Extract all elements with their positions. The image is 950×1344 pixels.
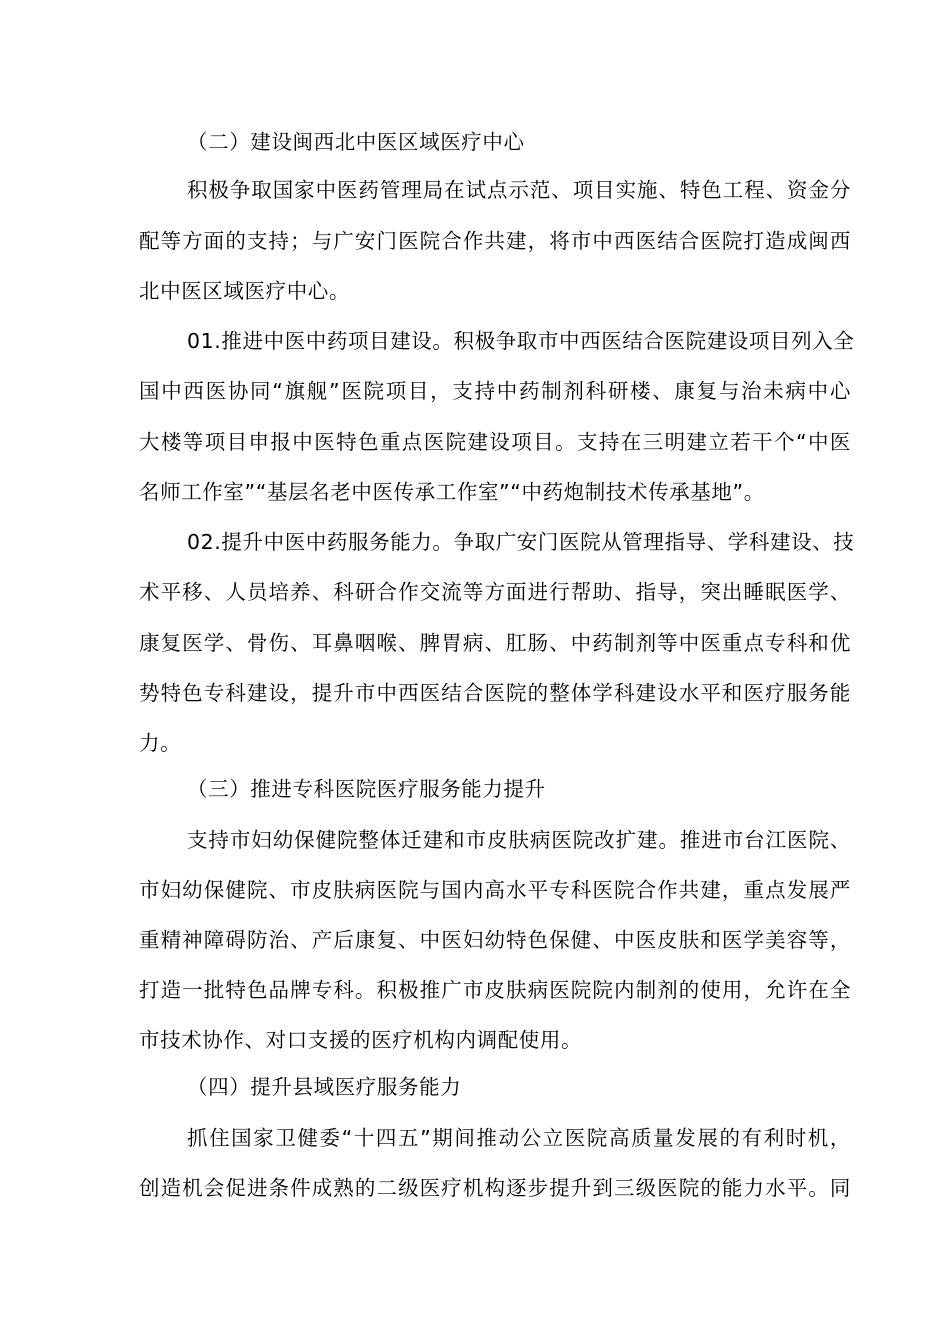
paragraph-line: 支持市妇幼保健院整体迁建和市皮肤病医院改扩建。推进市台江医院、	[187, 828, 851, 852]
paragraph-line: 02.提升中医中药服务能力。争取广安门医院从管理指导、学科建设、技	[187, 530, 855, 554]
paragraph-line: 名师工作室”“基层名老中医传承工作室”“中药炮制技术传承基地”。	[139, 480, 765, 504]
paragraph-line: 01.推进中医中药项目建设。积极争取市中西医结合医院建设项目列入全	[187, 329, 855, 353]
paragraph-line: 创造机会促进条件成熟的二级医疗机构逐步提升到三级医院的能力水平。同	[139, 1176, 851, 1200]
paragraph-line: 重精神障碍防治、产后康复、中医妇幼特色保健、中医皮肤和医学美容等，	[139, 928, 851, 952]
paragraph-line: 力。	[139, 731, 182, 755]
paragraph-line: 抓住国家卫健委“十四五”期间推动公立医院高质量发展的有利时机，	[187, 1126, 851, 1150]
paragraph-line: 势特色专科建设，提升市中西医结合医院的整体学科建设水平和医疗服务能	[139, 681, 851, 705]
paragraph-line: 术平移、人员培养、科研合作交流等方面进行帮助、指导，突出睡眠医学、	[139, 580, 851, 604]
paragraph-line: 大楼等项目申报中医特色重点医院建设项目。支持在三明建立若干个“中医	[139, 430, 851, 454]
paragraph-line: 康复医学、骨伤、耳鼻咽喉、脾胃病、肛肠、中药制剂等中医重点专科和优	[139, 631, 851, 655]
paragraph-line: 积极争取国家中医药管理局在试点示范、项目实施、特色工程、资金分	[187, 178, 851, 202]
paragraph-line: 打造一批特色品牌专科。积极推广市皮肤病医院院内制剂的使用，允许在全	[139, 978, 851, 1002]
paragraph-line: 市技术协作、对口支援的医疗机构内调配使用。	[139, 1028, 583, 1052]
paragraph-line: 国中西医协同“旗舰”医院项目，支持中药制剂科研楼、康复与治未病中心	[139, 379, 851, 403]
paragraph-line: 配等方面的支持；与广安门医院合作共建，将市中西医结合医院打造成闽西	[139, 229, 851, 253]
section-heading-3: （三）推进专科医院医疗服务能力提升	[187, 777, 546, 801]
paragraph-line: 北中医区域医疗中心。	[139, 279, 350, 303]
section-heading-4: （四）提升县域医疗服务能力	[187, 1075, 462, 1099]
paragraph-line: 市妇幼保健院、市皮肤病医院与国内高水平专科医院合作共建，重点发展严	[139, 878, 851, 902]
section-heading-2: （二）建设闽西北中医区域医疗中心	[187, 130, 525, 154]
